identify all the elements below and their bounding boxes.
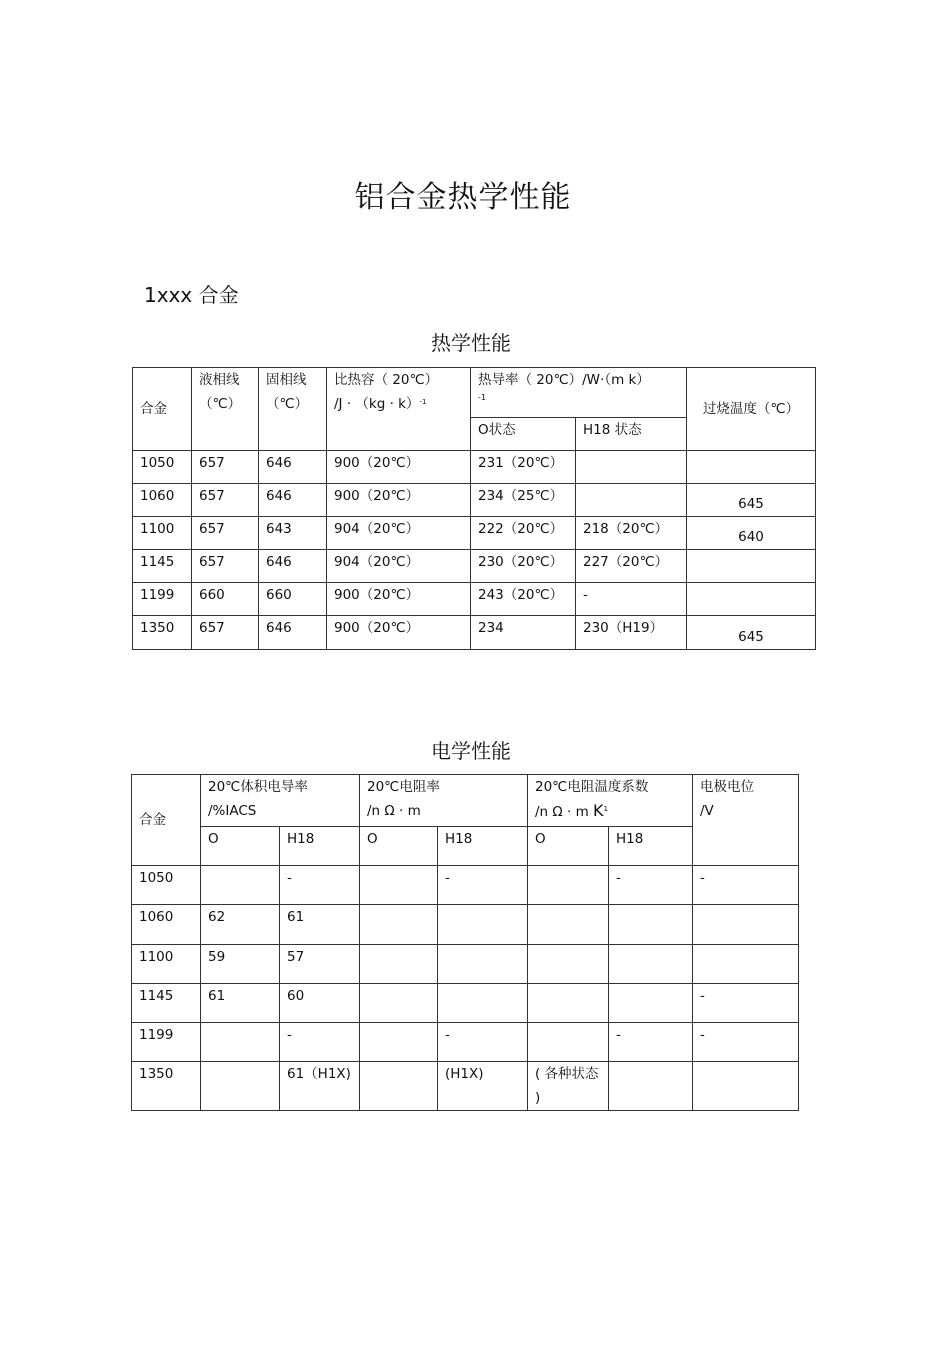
cell-solidus: 646 [259, 616, 327, 650]
cell-overburn: 645 [687, 484, 816, 517]
header-specific-heat-line2: /J · （kg · k） [334, 396, 420, 412]
cell-liquidus: 657 [192, 550, 259, 583]
table-row [132, 1062, 799, 1111]
table-row [133, 451, 816, 484]
cell-alloy: 1350 [133, 616, 192, 650]
cell-tcr-o [528, 984, 609, 1023]
header-temp-coefficient-line1: 20℃电阻温度系数 [535, 779, 649, 795]
table-row [133, 517, 816, 550]
cell-tc-h18: 227（20℃） [576, 550, 687, 583]
table-row [132, 984, 799, 1023]
cell-cond-h18: 57 [280, 945, 360, 984]
header-cond-o: O [201, 827, 280, 866]
cell-overburn: 640 [687, 517, 816, 550]
cell-solidus: 660 [259, 583, 327, 616]
cell-tcr-o [528, 945, 609, 984]
cell-specific-heat: 900（20℃） [327, 616, 471, 650]
header-liquidus-line2: （℃） [199, 396, 242, 412]
cell-alloy: 1199 [132, 1023, 201, 1062]
cell-liquidus: 657 [192, 517, 259, 550]
cell-alloy: 1145 [133, 550, 192, 583]
header-specific-heat [327, 368, 471, 451]
header-thermal-conductivity-exponent: -1 [478, 393, 486, 402]
table-row [133, 484, 816, 517]
cell-alloy: 1050 [133, 451, 192, 484]
header-solidus-line1: 固相线 [266, 372, 307, 388]
cell-res-o [360, 905, 438, 945]
cell-tcr-h18 [609, 905, 693, 945]
cell-res-h18: - [438, 866, 528, 905]
header-electrode-potential-line2: /V [700, 803, 714, 819]
header-electrode-potential-line1: 电极电位 [700, 779, 754, 795]
cell-cond-o [201, 866, 280, 905]
cell-alloy: 1350 [132, 1062, 201, 1111]
cell-res-o [360, 984, 438, 1023]
cell-overburn [687, 451, 816, 484]
header-alloy: 合金 [132, 775, 201, 866]
cell-potential [693, 945, 799, 984]
header-liquidus [192, 368, 259, 451]
cell-res-h18 [438, 945, 528, 984]
cell-alloy: 1060 [132, 905, 201, 945]
cell-cond-o: 61 [201, 984, 280, 1023]
header-overburn-temp: 过烧温度（℃） [687, 368, 816, 451]
header-solidus-line2: （℃） [266, 396, 309, 412]
cell-cond-o [201, 1023, 280, 1062]
cell-potential [693, 905, 799, 945]
cell-liquidus: 657 [192, 451, 259, 484]
cell-res-h18 [438, 984, 528, 1023]
cell-res-h18: - [438, 1023, 528, 1062]
header-liquidus-line1: 液相线 [199, 372, 240, 388]
cell-res-h18 [438, 905, 528, 945]
cell-cond-h18: 61（H1X) [280, 1062, 360, 1111]
section-heading: 1xxx 合金 [144, 283, 239, 307]
cell-cond-h18: - [280, 866, 360, 905]
cell-tc-o: 234 [471, 616, 576, 650]
header-tcr-o: O [528, 827, 609, 866]
cell-tc-h18 [576, 484, 687, 517]
cell-tc-h18: 230（H19） [576, 616, 687, 650]
cell-liquidus: 657 [192, 616, 259, 650]
cell-tc-o: 230（20℃） [471, 550, 576, 583]
cell-solidus: 646 [259, 484, 327, 517]
cell-solidus: 646 [259, 451, 327, 484]
cell-tc-h18: 218（20℃） [576, 517, 687, 550]
header-thermal-conductivity-line1: 热导率（ 20℃）/W·（m k） [478, 372, 650, 388]
header-temp-coefficient-exponent: 1 [603, 805, 609, 813]
cell-tcr-h18: - [609, 1023, 693, 1062]
cell-cond-h18: 60 [280, 984, 360, 1023]
header-conductivity-line2: /%IACS [208, 803, 257, 819]
cell-overburn [687, 550, 816, 583]
cell-res-o [360, 1062, 438, 1111]
cell-alloy: 1050 [132, 866, 201, 905]
cell-specific-heat: 904（20℃） [327, 517, 471, 550]
header-conductivity-line1: 20℃体积电导率 [208, 779, 308, 795]
cell-tc-h18: - [576, 583, 687, 616]
page-title: 铝合金热学性能 [354, 180, 572, 215]
cell-cond-o: 62 [201, 905, 280, 945]
header-res-o: O [360, 827, 438, 866]
cell-alloy: 1199 [133, 583, 192, 616]
header-temp-coefficient-k: K [593, 801, 604, 820]
cell-liquidus: 660 [192, 583, 259, 616]
cell-tc-h18 [576, 451, 687, 484]
cell-cond-o: 59 [201, 945, 280, 984]
cell-res-h18: (H1X) [438, 1062, 528, 1111]
cell-tc-o: 234（25℃） [471, 484, 576, 517]
table-row [132, 866, 799, 905]
cell-tc-o: 243（20℃） [471, 583, 576, 616]
cell-solidus: 643 [259, 517, 327, 550]
header-cond-h18: H18 [280, 827, 360, 866]
header-electrode-potential [693, 775, 799, 866]
cell-res-o [360, 945, 438, 984]
table-row [133, 583, 816, 616]
cell-liquidus: 657 [192, 484, 259, 517]
cell-tcr-h18 [609, 984, 693, 1023]
cell-res-o [360, 866, 438, 905]
header-specific-heat-line1: 比热容（ 20℃） [334, 372, 439, 388]
electrical-properties-table [131, 774, 799, 1111]
cell-specific-heat: 900（20℃） [327, 583, 471, 616]
cell-overburn: 645 [687, 616, 816, 650]
cell-specific-heat: 900（20℃） [327, 451, 471, 484]
header-tcr-h18: H18 [609, 827, 693, 866]
header-resistivity-line1: 20℃电阻率 [367, 779, 440, 795]
header-temp-coefficient-line2: /n Ω · m [535, 804, 589, 820]
cell-cond-h18: - [280, 1023, 360, 1062]
header-alloy: 合金 [133, 368, 192, 451]
header-solidus [259, 368, 327, 451]
cell-alloy: 1145 [132, 984, 201, 1023]
header-res-h18: H18 [438, 827, 528, 866]
cell-tc-o: 231（20℃） [471, 451, 576, 484]
cell-alloy: 1100 [132, 945, 201, 984]
cell-overburn [687, 583, 816, 616]
cell-tcr-h18 [609, 1062, 693, 1111]
cell-tcr-h18: - [609, 866, 693, 905]
table-row [132, 945, 799, 984]
table-row [132, 905, 799, 945]
header-resistivity-line2: /n Ω · m [367, 803, 421, 819]
electrical-caption: 电学性能 [431, 739, 511, 763]
table-row [133, 550, 816, 583]
header-specific-heat-exponent: -1 [419, 398, 427, 406]
header-o-temper: O状态 [471, 418, 576, 451]
cell-res-o [360, 1023, 438, 1062]
cell-cond-h18: 61 [280, 905, 360, 945]
cell-tcr-o: ( 各种状态 ) [528, 1062, 609, 1111]
cell-tc-o: 222（20℃） [471, 517, 576, 550]
table-row [133, 616, 816, 650]
cell-potential: - [693, 866, 799, 905]
cell-cond-o [201, 1062, 280, 1111]
cell-tcr-h18 [609, 945, 693, 984]
header-thermal-conductivity [471, 368, 687, 418]
cell-specific-heat: 900（20℃） [327, 484, 471, 517]
cell-potential [693, 1062, 799, 1111]
header-temp-coefficient [528, 775, 693, 827]
cell-alloy: 1100 [133, 517, 192, 550]
header-h18-temper: H18 状态 [576, 418, 687, 451]
table-row [132, 1023, 799, 1062]
header-resistivity [360, 775, 528, 827]
cell-tcr-o [528, 1023, 609, 1062]
cell-potential: - [693, 984, 799, 1023]
cell-potential: - [693, 1023, 799, 1062]
cell-specific-heat: 904（20℃） [327, 550, 471, 583]
cell-tcr-o [528, 866, 609, 905]
thermal-properties-table [132, 367, 816, 650]
cell-alloy: 1060 [133, 484, 192, 517]
cell-tcr-o [528, 905, 609, 945]
thermal-caption: 热学性能 [431, 331, 511, 355]
cell-solidus: 646 [259, 550, 327, 583]
header-conductivity [201, 775, 360, 827]
